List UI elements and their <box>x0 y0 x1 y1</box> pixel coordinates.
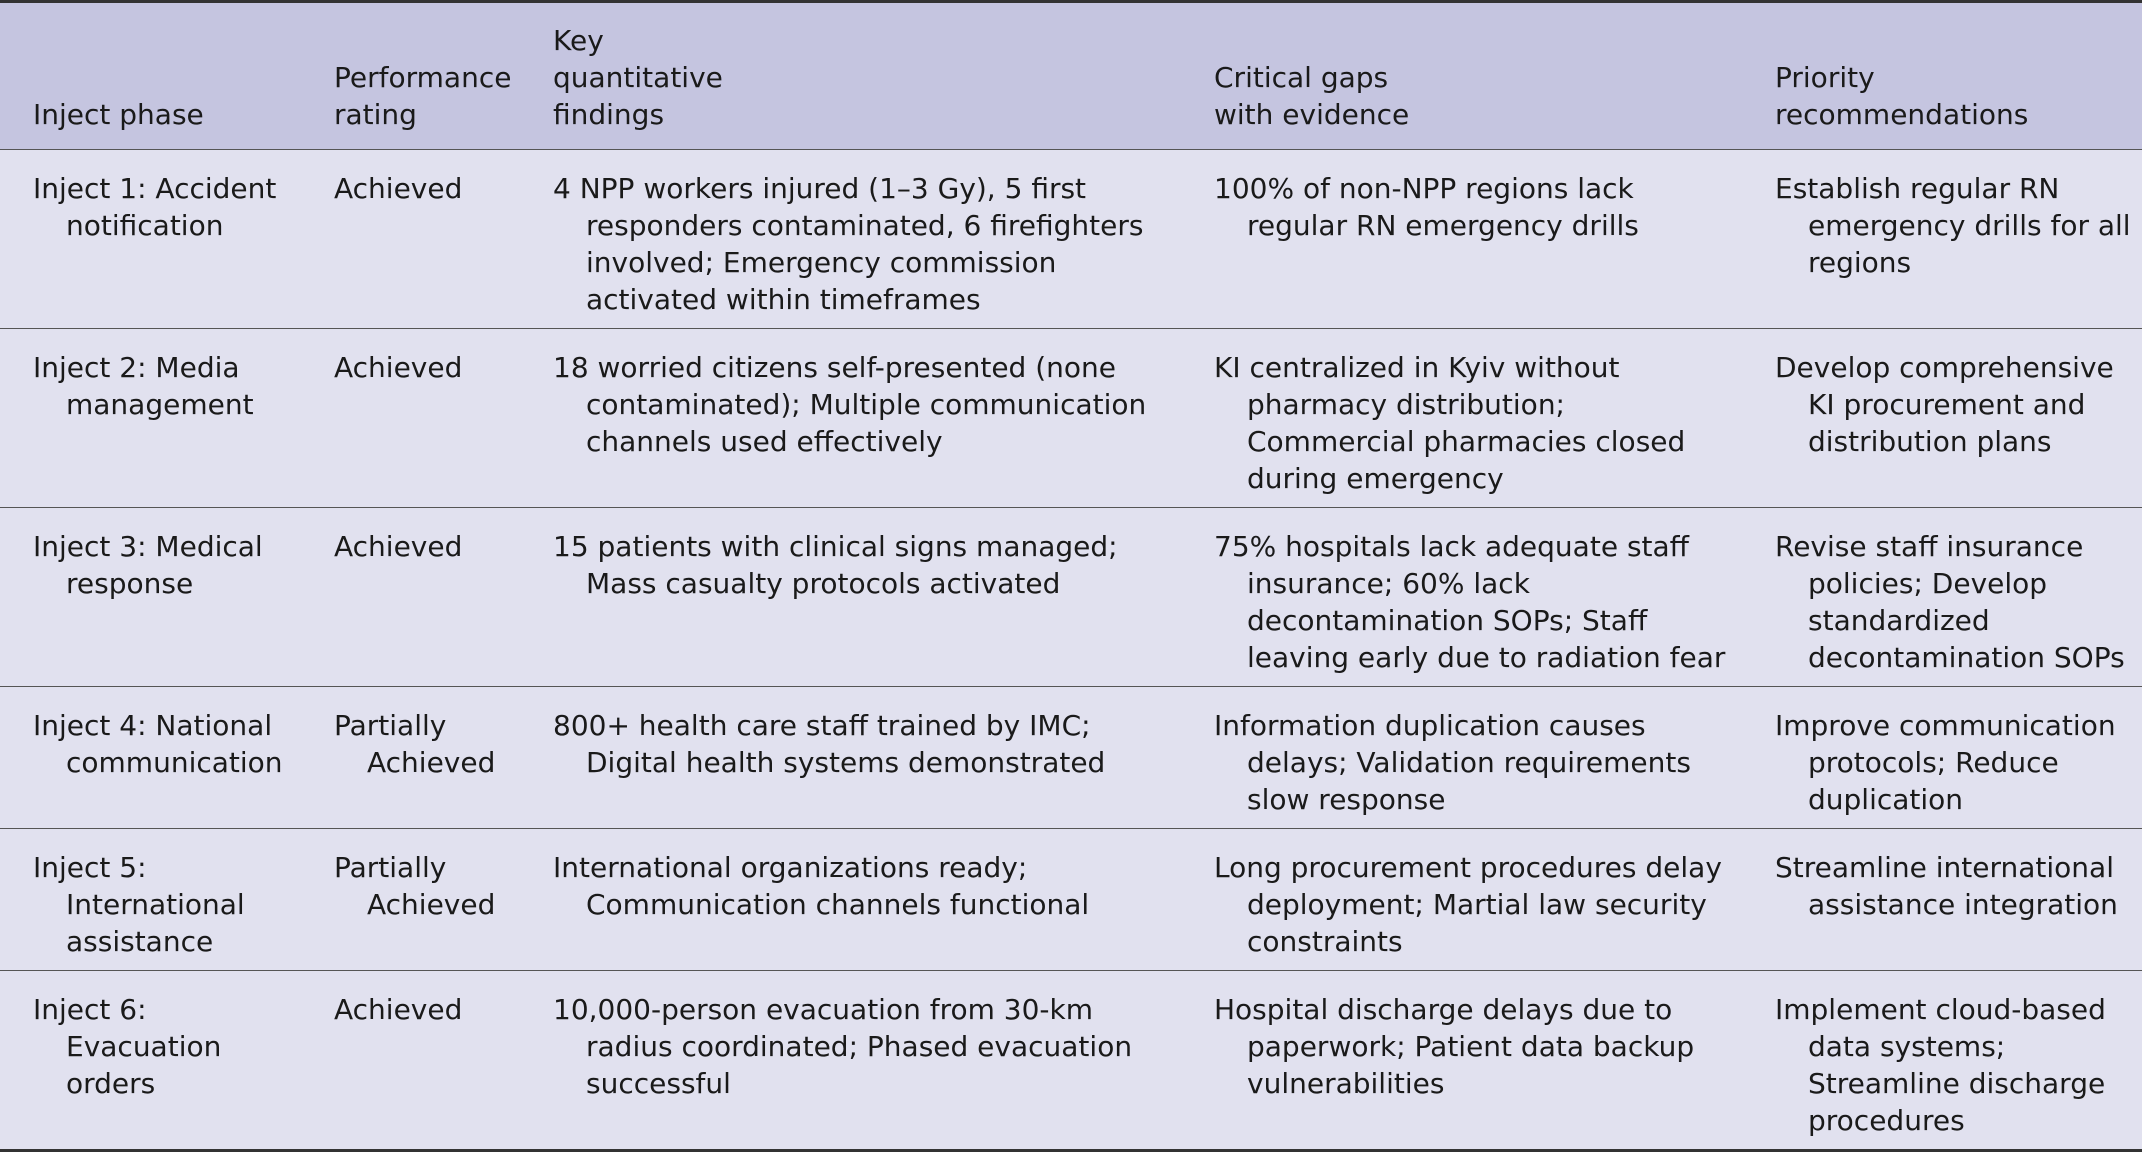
cell-recommendations: Develop comprehensive KI procurement and distribution plans <box>1775 351 2114 458</box>
header-performance-rating: Performance rating <box>334 61 512 131</box>
cell-rating: Partially Achieved <box>334 709 496 779</box>
cell-recommendations: Streamline international assistance integration <box>1775 851 2118 921</box>
header-key-findings: Key quantitative findings <box>553 24 723 131</box>
cell-rating: Achieved <box>334 530 463 563</box>
table-header <box>0 2 2142 150</box>
header-priority-recommendations: Priority recommendations <box>1775 61 2029 131</box>
cell-findings: 4 NPP workers injured (1–3 Gy), 5 first responders contaminated, 6 firefighters involved; Emergency commission activated within timeframes <box>553 172 1144 316</box>
table-row <box>0 687 2142 829</box>
cell-rating: Achieved <box>334 172 463 205</box>
cell-findings: 800+ health care staff trained by IMC; Digital health systems demonstrated <box>553 709 1106 779</box>
header-row <box>0 2 2142 150</box>
cell-findings: 15 patients with clinical signs managed; Mass casualty protocols activated <box>553 530 1118 600</box>
cell-phase: Inject 2: Media management <box>33 351 254 421</box>
cell-findings: International organizations ready; Communication channels functional <box>553 851 1090 921</box>
cell-gaps: 100% of non-NPP regions lack regular RN emergency drills <box>1214 172 1639 242</box>
cell-phase: Inject 1: Accident notification <box>33 172 277 242</box>
header-inject-phase: Inject phase <box>33 98 204 131</box>
cell-gaps: Long procurement procedures delay deployment; Martial law security constraints <box>1214 851 1722 958</box>
table-row <box>0 329 2142 508</box>
cell-phase: Inject 5: International assistance <box>33 851 245 958</box>
cell-phase: Inject 3: Medical response <box>33 530 263 600</box>
cell-rating: Achieved <box>334 351 463 384</box>
cell-phase: Inject 6: Evacuation orders <box>33 993 222 1100</box>
cell-gaps: 75% hospitals lack adequate staff insurance; 60% lack decontamination SOPs; Staff leaving early due to radiation fear <box>1214 530 1726 674</box>
table-row <box>0 829 2142 971</box>
cell-rating: Partially Achieved <box>334 851 496 921</box>
table-row <box>0 150 2142 329</box>
header-critical-gaps: Critical gaps with evidence <box>1214 61 1410 131</box>
cell-phase: Inject 4: National communication <box>33 709 283 779</box>
cell-findings: 10,000-person evacuation from 30-km radius coordinated; Phased evacuation successful <box>553 993 1133 1100</box>
cell-gaps: Hospital discharge delays due to paperwork; Patient data backup vulnerabilities <box>1214 993 1695 1100</box>
cell-gaps: KI centralized in Kyiv without pharmacy distribution; Commercial pharmacies closed during emergency <box>1214 351 1686 495</box>
cell-recommendations: Revise staff insurance policies; Develop standardized decontamination SOPs <box>1775 530 2125 674</box>
table-row <box>0 971 2142 1151</box>
table-body <box>0 150 2142 1151</box>
cell-recommendations: Improve communication protocols; Reduce duplication <box>1775 709 2116 816</box>
cell-recommendations: Implement cloud-based data systems; Streamline discharge procedures <box>1775 993 2106 1137</box>
cell-gaps: Information duplication causes delays; Validation requirements slow response <box>1214 709 1691 816</box>
table-row <box>0 508 2142 687</box>
cell-rating: Achieved <box>334 993 463 1026</box>
cell-recommendations: Establish regular RN emergency drills for all regions <box>1775 172 2131 279</box>
cell-findings: 18 worried citizens self-presented (none contaminated); Multiple communication channels used effectively <box>553 351 1147 458</box>
